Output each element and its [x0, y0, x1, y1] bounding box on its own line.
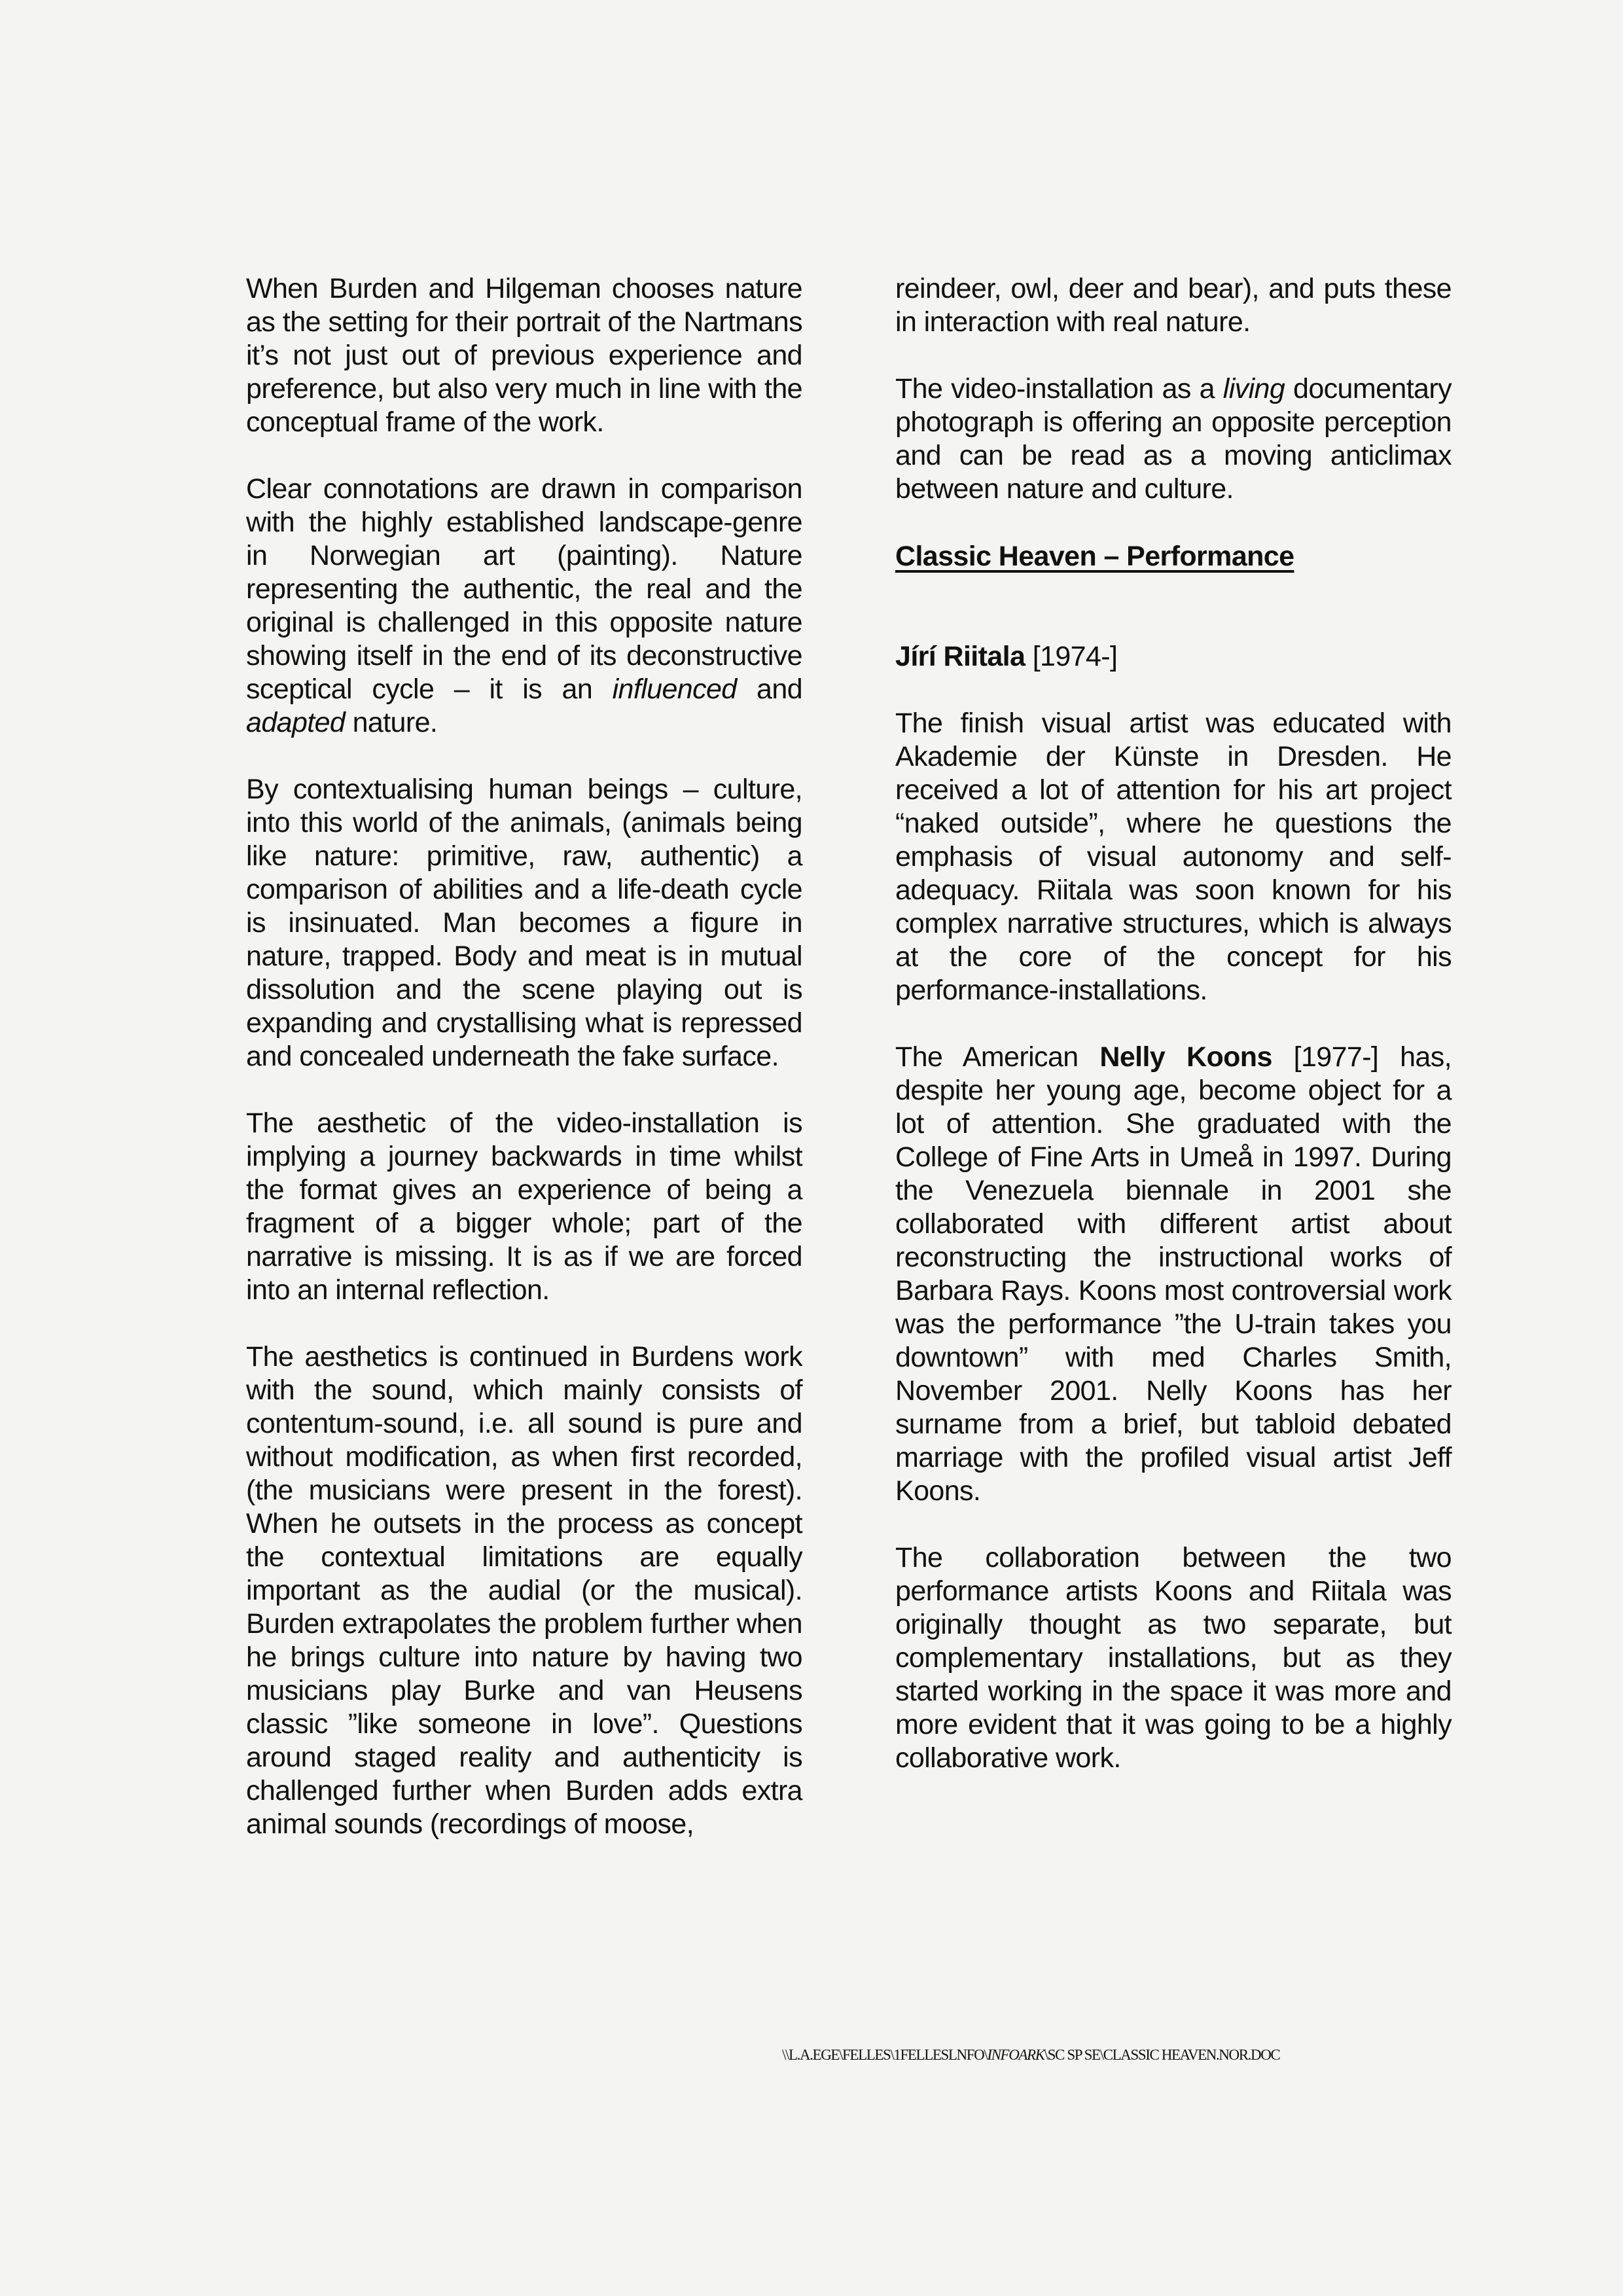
- text-span: Clear connotations are drawn in comparison with the highly established landscape-genre in Norwegian art (painting). Nature representing the authentic, the real and the original is challenged in this opposite nature showing itself in the end of its deconstructive sceptical cycle – it is an: [246, 473, 802, 705]
- path-part: \SC SP SE\CLASSIC HEAVEN.NOR.DOC: [1044, 2047, 1280, 2063]
- italic-adapted: adapted: [246, 707, 346, 738]
- artist-name-koons: Nelly Koons: [1099, 1041, 1272, 1073]
- text-span: [1977-] has, despite her young age, become object for a lot of attention. She graduated with the College of Fine Arts in Umeå in 1997. During the Venezuela biennale in 2001 she collaborated with different artist about reconstructing the instructional works of Barbara Rays. Koons most controversial work was the performance ”the U-train takes you downtown” with med Charles Smith, November 2001. Nelly Koons has her surname from a brief, but tabloid debated marriage with the profiled visual artist Jeff Koons.: [895, 1041, 1452, 1507]
- artist-name: Jírí Riitala: [895, 641, 1026, 672]
- text-span: The American: [895, 1041, 1100, 1073]
- italic-influenced: influenced: [612, 673, 737, 705]
- artist-heading-riitala: [895, 640, 1452, 673]
- paragraph-connotations: [246, 473, 802, 740]
- path-part: \\L.A.EGE\FELLES\1FELLESLNFO\: [782, 2047, 988, 2063]
- text-span: and: [736, 673, 803, 705]
- path-italic-part: INFOARK: [987, 2047, 1044, 2063]
- paragraph-nature-setting: When Burden and Hilgeman chooses nature as the setting for their portrait of the Nartmans it’s not just out of previous experience and preference, but also very much in line with the conceptual frame of the work.: [246, 273, 802, 438]
- artist-years: [1974-]: [1025, 641, 1118, 672]
- paragraph-aesthetic: The aesthetic of the video-installation is implying a journey backwards in time whilst the format gives an experience of being a fragment of a bigger whole; part of the narrative is missing. It is as if we are forced into an internal reflection.: [246, 1107, 802, 1306]
- text-span: The video-installation as a: [895, 373, 1223, 404]
- right-column: [895, 272, 1452, 1808]
- section-heading: Classic Heaven – Performance: [895, 541, 1294, 572]
- paragraph-collaboration: The collaboration between the two performance artists Koons and Riitala was originally thought as two separate, but complementary installations, but as they started working in the space it was more and more evident that it was going to be a highly collaborative work.: [895, 1542, 1452, 1774]
- text-span: documentary photograph is offering an opposite perception and can be read as a moving anticlimax between nature and culture.: [895, 373, 1452, 505]
- paragraph-riitala-bio: The finish visual artist was educated with Akademie der Künste in Dresden. He received a lot of attention for his art project “naked outside”, where he questions the emphasis of visual autonomy and self-adequacy. Riitala was soon known for his complex narrative structures, which is always at the core of the concept for his performance-installations.: [895, 708, 1452, 1006]
- paragraph-koons-bio: [895, 1041, 1452, 1508]
- paragraph-contextualising: By contextualising human beings – culture, into this world of the animals, (animals being like nature: primitive, raw, authentic) a comparison of abilities and a life-death cycle is insinuated. Man becomes a figure in nature, trapped. Body and meat is in mutual dissolution and the scene playing out is expanding and crystallising what is repressed and concealed underneath the fake surface.: [246, 774, 802, 1072]
- italic-living: living: [1222, 373, 1285, 404]
- left-column: [246, 272, 802, 1874]
- paragraph-animals-continued: reindeer, owl, deer and bear), and puts these in interaction with real nature.: [895, 273, 1452, 338]
- text-span: nature.: [345, 707, 438, 738]
- file-path-footer: [782, 2047, 1279, 2064]
- paragraph-living-photograph: [895, 372, 1452, 506]
- paragraph-sound: The aesthetics is continued in Burdens work with the sound, which mainly consists of contentum-sound, i.e. all sound is pure and without modification, as when first recorded, (the musicians were present in the forest). When he outsets in the process as concept the contextual limitations are equally important as the audial (or the musical). Burden extrapolates the problem further when he brings culture into nature by having two musicians play Burke and van Heusens classic ”like someone in love”. Questions around staged reality and authenticity is challenged further when Burden adds extra animal sounds (recordings of moose,: [246, 1341, 802, 1840]
